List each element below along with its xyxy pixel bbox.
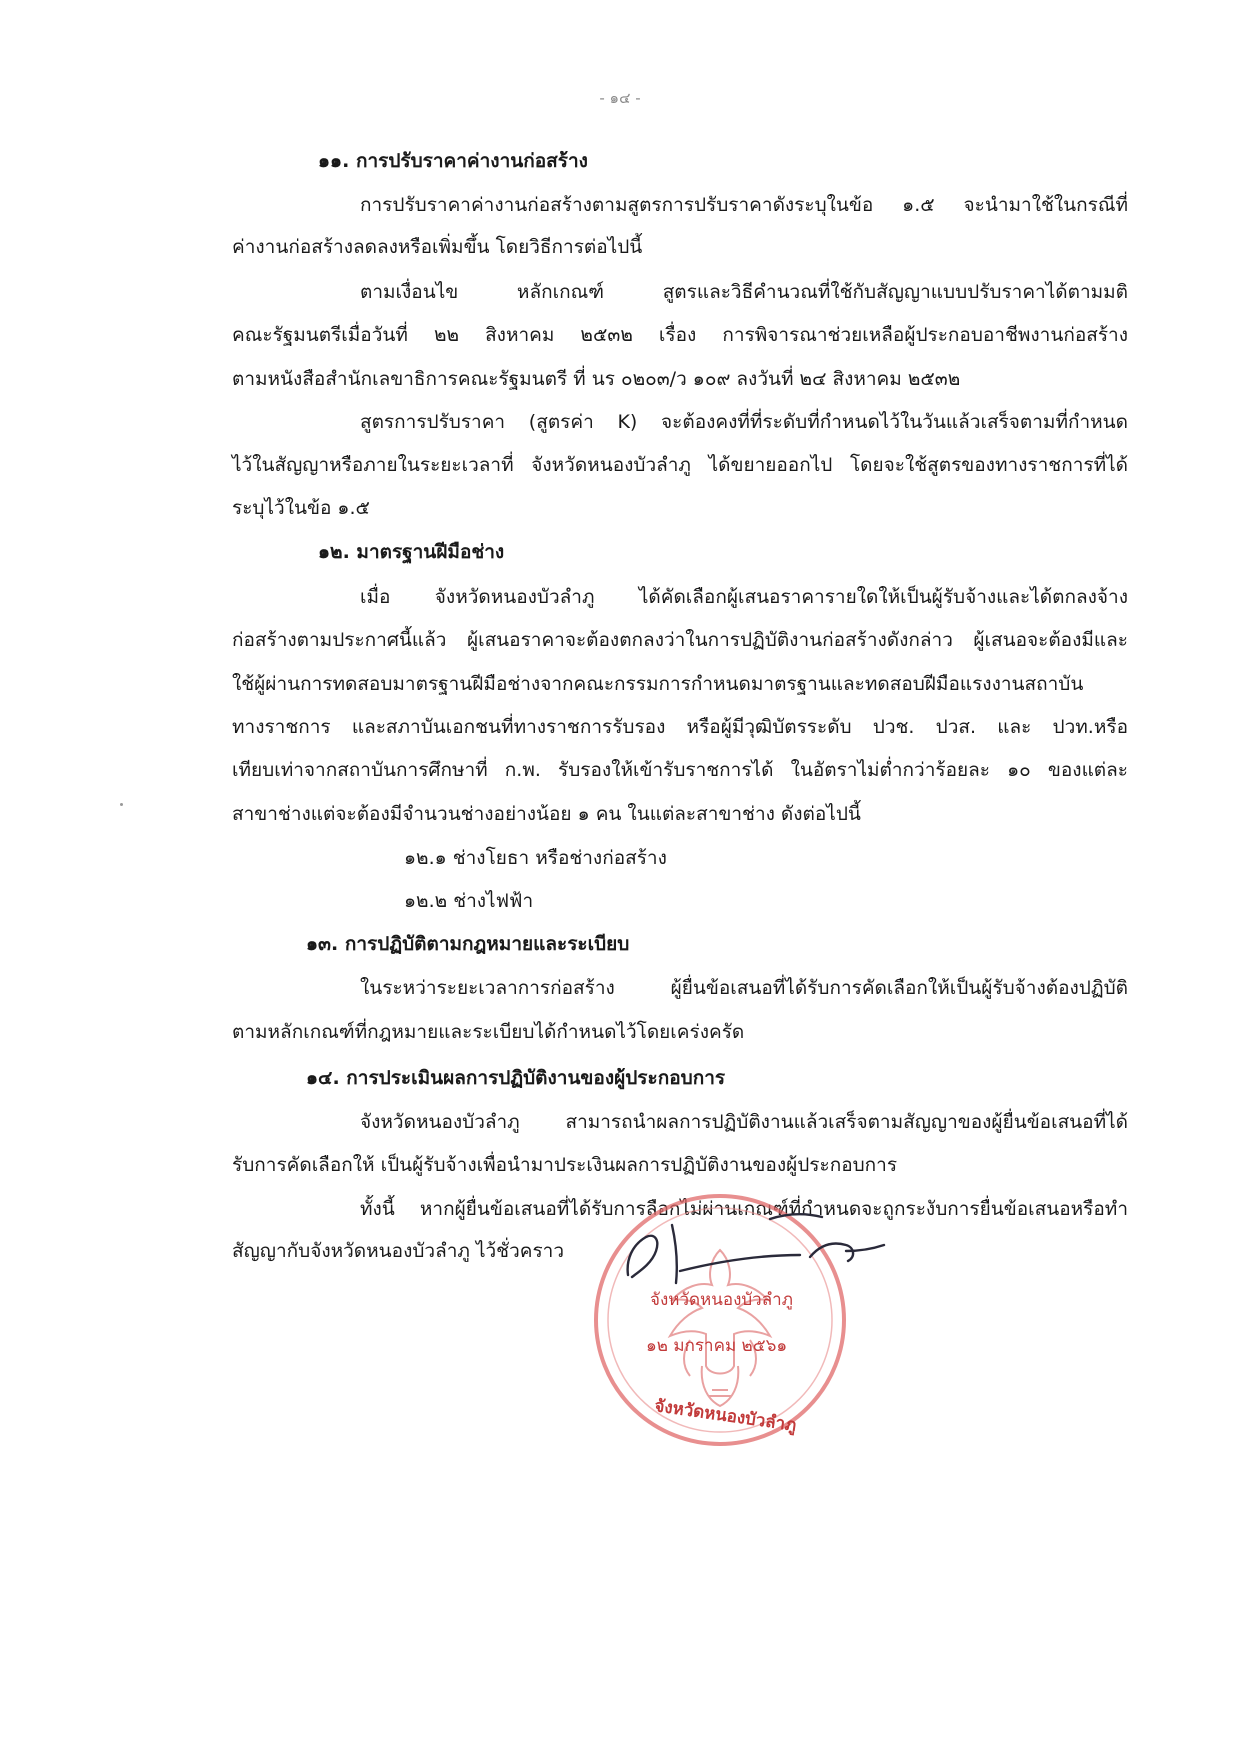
section-14-heading: ๑๔. การประเมินผลการปฏิบัติงานของผู้ประกอบการ bbox=[306, 1067, 726, 1089]
section-14-paragraph-2-line-1: ทั้งนี้ หากผู้ยื่นข้อเสนอที่ได้รับการลือกไม่ผ่านเกณฑ์ที่กำหนดจะถูกระงับการยื่นข้อเสนอหรือทำ bbox=[360, 1198, 1128, 1220]
section-11-paragraph-3-line-3: ระบุไว้ในข้อ ๑.๕ bbox=[232, 497, 370, 519]
section-12-heading: ๑๒. มาตรฐานฝีมือช่าง bbox=[318, 541, 505, 563]
section-11-heading: ๑๑. การปรับราคาค่างานก่อสร้าง bbox=[318, 150, 588, 172]
section-13-heading: ๑๓. การปฏิบัติตามกฎหมายและระเบียบ bbox=[306, 933, 630, 955]
section-12-paragraph-1-line-6: สาขาช่างแต่จะต้องมีจำนวนช่างอย่างน้อย ๑ คน ในแต่ละสาขาช่าง ดังต่อไปนี้ bbox=[232, 803, 861, 825]
section-14-paragraph-1-line-2: รับการคัดเลือกให้ เป็นผู้รับจ้างเพื่อนำมาประเงินผลการปฏิบัติงานของผู้ประกอบการ bbox=[232, 1154, 898, 1176]
section-14-paragraph-2-line-2: สัญญากับจังหวัดหนองบัวลำภู ไว้ชั่วคราว bbox=[232, 1240, 564, 1262]
signature-scribble-icon bbox=[610, 1205, 910, 1295]
section-11-paragraph-3-line-2: ไว้ในสัญญาหรือภายในระยะเวลาที่ จังหวัดหนองบัวลำภู ได้ขยายออกไป โดยจะใช้สูตรของทางราชการที่ได้ bbox=[232, 454, 1128, 476]
section-12-paragraph-1-line-1: เมื่อ จังหวัดหนองบัวลำภู ได้คัดเลือกผู้เสนอราคารายใดให้เป็นผู้รับจ้างและได้ตกลงจ้าง bbox=[360, 586, 1128, 608]
section-12-paragraph-1-line-4: ทางราชการ และสภาบันเอกชนที่ทางราชการรับรอง หรือผู้มีวุฒิบัตรระดับ ปวช. ปวส. และ ปวท.หรือ bbox=[232, 716, 1128, 738]
section-14-paragraph-1-line-1: จังหวัดหนองบัวลำภู สามารถนำผลการปฏิบัติงานแล้วเสร็จตามสัญญาของผู้ยื่นข้อเสนอที่ได้ bbox=[360, 1111, 1128, 1133]
section-11-paragraph-2-line-3: ตามหนังสือสำนักเลขาธิการคณะรัฐมนตรี ที่ นร ๐๒๐๓/ว ๑๐๙ ลงวันที่ ๒๔ สิงหาคม ๒๕๓๒ bbox=[232, 368, 961, 390]
seal-date: ๑๒ มกราคม ๒๕๖๑ bbox=[646, 1336, 788, 1356]
section-13-paragraph-1-line-2: ตามหลักเกณฑ์ที่กฎหมายและระเบียบได้กำหนดไว้โดยเคร่งครัด bbox=[232, 1021, 745, 1043]
section-11-paragraph-1-line-1: การปรับราคาค่างานก่อสร้างตามสูตรการปรับราคาดังระบุในข้อ ๑.๕ จะนำมาใช้ในกรณีที่ bbox=[360, 194, 1128, 216]
seal-rim-text: จังหวัดหนองบัวลำภู bbox=[653, 1396, 798, 1436]
seal-office-name: จังหวัดหนองบัวลำภู bbox=[650, 1290, 793, 1310]
section-12-paragraph-1-line-2: ก่อสร้างตามประกาศนี้แล้ว ผู้เสนอราคาจะต้องตกลงว่าในการปฏิบัติงานก่อสร้างดังกล่าว ผู้เสนอจะต้องมีและ bbox=[232, 629, 1128, 651]
section-11-paragraph-3-line-1: สูตรการปรับราคา (สูตรค่า K) จะต้องคงที่ที่ระดับที่กำหนดไว้ในวันแล้วเสร็จตามที่กำหนด bbox=[360, 411, 1128, 433]
section-11-paragraph-2-line-2: คณะรัฐมนตรีเมื่อวันที่ ๒๒ สิงหาคม ๒๕๓๒ เรื่อง การพิจารณาช่วยเหลือผู้ประกอบอาชีพงานก่อสร้าง bbox=[232, 324, 1128, 346]
page-number: - ๑๔ - bbox=[599, 89, 641, 107]
scan-speck bbox=[120, 803, 123, 806]
section-12-item-2: ๑๒.๒ ช่างไฟฟ้า bbox=[404, 890, 534, 912]
section-11-paragraph-2-line-1: ตามเงื่อนไข หลักเกณฑ์ สูตรและวิธีคำนวณที่ใช้กับสัญญาแบบปรับราคาได้ตามมติ bbox=[360, 281, 1128, 303]
section-13-paragraph-1-line-1: ในระหว่าระยะเวลาการก่อสร้าง ผู้ยื่นข้อเสนอที่ได้รับการคัดเลือกให้เป็นผู้รับจ้างต้องปฏิบัติ bbox=[360, 977, 1128, 999]
section-11-paragraph-1-line-2: ค่างานก่อสร้างลดลงหรือเพิ่มขึ้น โดยวิธีการต่อไปนี้ bbox=[232, 236, 643, 258]
section-12-item-1: ๑๒.๑ ช่างโยธา หรือช่างก่อสร้าง bbox=[404, 847, 667, 869]
section-12-paragraph-1-line-3: ใช้ผู้ผ่านการทดสอบมาตรฐานฝีมือช่างจากคณะกรรมการกำหนดมาตรฐานและทดสอบฝีมือแรงงานสถาบัน bbox=[232, 673, 1084, 695]
section-12-paragraph-1-line-5: เทียบเท่าจากสถาบันการศึกษาที่ ก.พ. รับรองให้เข้ารับราชการได้ ในอัตราไม่ต่ำกว่าร้อยละ ๑๐ ของแต่ละ bbox=[232, 759, 1128, 781]
